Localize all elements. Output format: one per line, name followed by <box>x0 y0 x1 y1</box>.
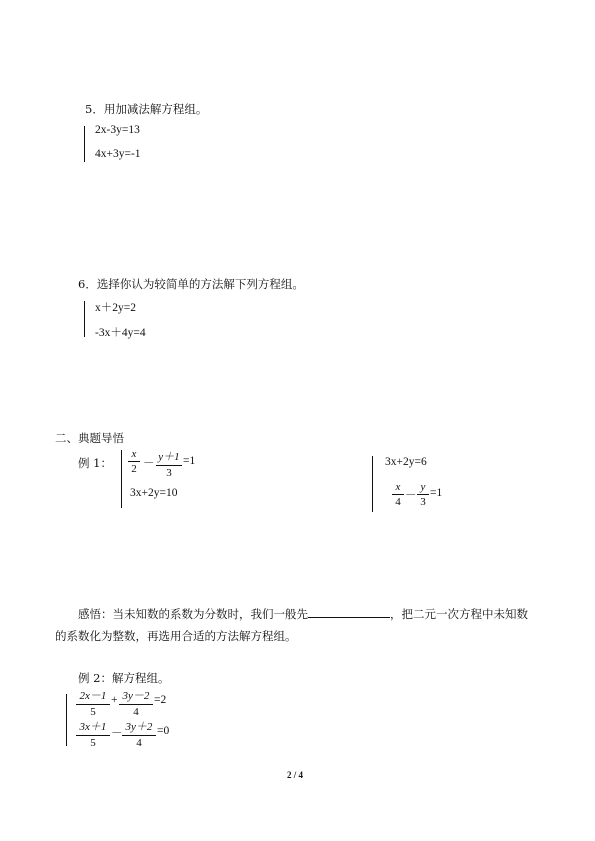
section-title: 二、典题导悟 <box>55 431 124 445</box>
ex2-row1-fraction-2: 3y－2 4 <box>119 687 153 718</box>
ex1-left-rhs: =1 <box>183 455 196 467</box>
page-number: 2 / 4 <box>287 770 304 780</box>
ex1-right-minus: － <box>405 490 417 502</box>
q6-equation-1: x＋2y=2 <box>95 302 136 314</box>
insight-blank <box>308 607 390 618</box>
ex1-right-fraction-y-over-3: y 3 <box>417 481 429 508</box>
ex2-row1-op: + <box>111 694 118 706</box>
q6-equation-2: -3x＋4y=4 <box>95 327 146 339</box>
insight-line-1 <box>78 606 528 622</box>
ex1-right-equation-1: 3x+2y=6 <box>385 456 427 468</box>
ex1-left-fraction-x-over-2: x 2 <box>128 448 140 475</box>
ex2-row2-fraction-1: 3x＋1 5 <box>76 718 110 749</box>
q6-brace <box>84 301 85 337</box>
insight-text-a: 感悟：当未知数的系数为分数时，我们一般先 <box>78 607 308 621</box>
ex1-right-fraction-x-over-4: x 4 <box>392 481 404 508</box>
ex2-row2-rhs: =0 <box>157 725 170 737</box>
example-1-left-brace <box>121 450 122 508</box>
ex2-row1-rhs: =2 <box>154 694 167 706</box>
ex2-row2-op: － <box>111 728 123 740</box>
example-1-label: 例 1： <box>78 456 112 470</box>
ex2-row1-fraction-1: 2x－1 5 <box>76 687 110 718</box>
q6-title: 6．选择你认为较简单的方法解下列方程组。 <box>78 277 304 291</box>
ex1-right-rhs: =1 <box>430 487 443 499</box>
ex1-left-minus: － <box>143 458 155 470</box>
q5-equation-1: 2x-3y=13 <box>95 124 140 136</box>
example-2-label: 例 2：解方程组。 <box>78 671 170 685</box>
ex1-left-equation-2: 3x+2y=10 <box>130 487 178 499</box>
example-1-right-brace <box>372 456 373 512</box>
insight-text-b: ，把二元一次方程中未知数 <box>390 607 528 621</box>
ex2-row2-fraction-2: 3y＋2 4 <box>122 718 156 749</box>
example-2-brace <box>66 694 67 746</box>
q5-brace <box>84 126 85 162</box>
insight-line-2: 的系数化为整数，再选用合适的方法解方程组。 <box>55 629 297 643</box>
ex1-left-fraction-y-plus-1-over-3: y＋1 3 <box>156 448 182 479</box>
q5-title: 5．用加减法解方程组。 <box>85 102 208 116</box>
q5-equation-2: 4x+3y=-1 <box>95 148 141 160</box>
